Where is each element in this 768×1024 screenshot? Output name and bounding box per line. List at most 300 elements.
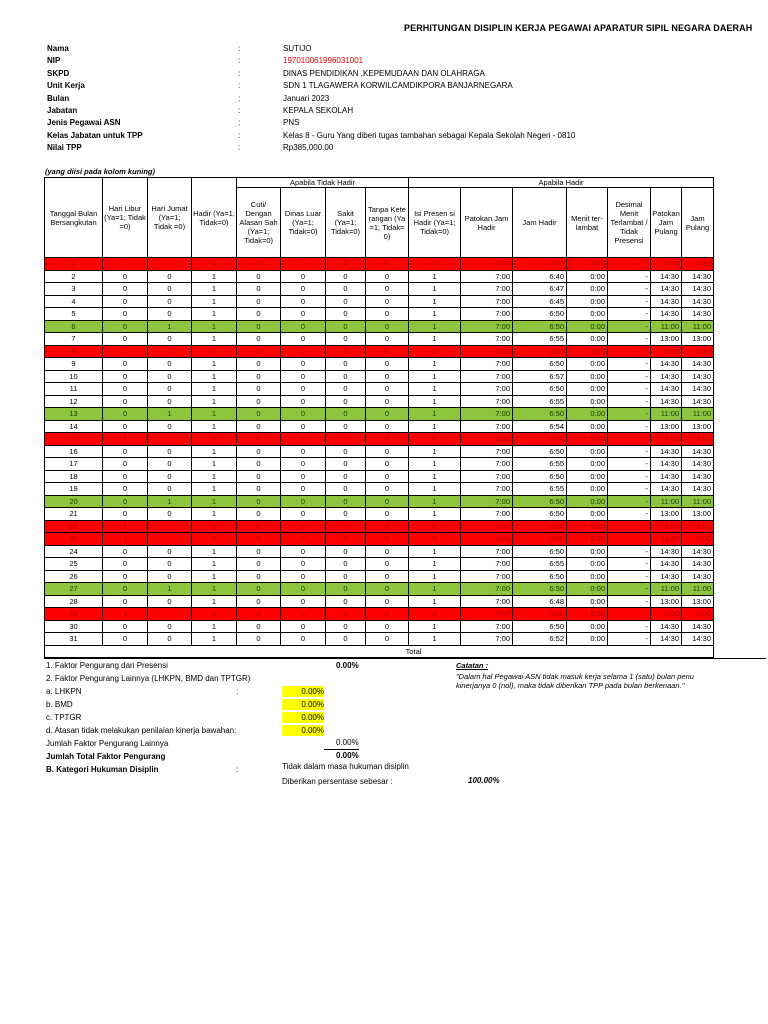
cell-jam-pulang[interactable]: 11:00: [682, 583, 714, 596]
cell-menit-terlambat[interactable]: 0:00: [567, 445, 608, 458]
cell-jam-pulang[interactable]: 0:00: [682, 433, 714, 446]
cell-menit-terlambat[interactable]: 0:00: [567, 383, 608, 396]
cell-hari-libur[interactable]: 0: [103, 408, 148, 421]
cell-tanggal[interactable]: 29: [45, 608, 103, 621]
cell-hari-libur[interactable]: 1: [103, 345, 148, 358]
cell-hari-libur[interactable]: 0: [103, 545, 148, 558]
cell-isi-presensi[interactable]: 1: [409, 295, 461, 308]
cell-jam-pulang[interactable]: 13:00: [682, 508, 714, 521]
cell-tanggal[interactable]: 18: [45, 470, 103, 483]
cell-patokan-jam-pulang[interactable]: 13:00: [651, 333, 682, 346]
cell-dinas-luar[interactable]: 0: [281, 283, 326, 296]
cell-sakit[interactable]: 0: [326, 570, 366, 583]
cell-patokan-jam-pulang[interactable]: 0:00: [651, 520, 682, 533]
cell-desimal-menit[interactable]: -: [608, 445, 651, 458]
cell-tanpa-keterangan[interactable]: 0: [366, 545, 409, 558]
cell-jam-hadir[interactable]: 6:50: [513, 620, 567, 633]
cell-patokan-jam-pulang[interactable]: 14:30: [651, 533, 682, 546]
cell-jam-hadir[interactable]: 6:40: [513, 270, 567, 283]
cell-jam-hadir[interactable]: 6:54: [513, 420, 567, 433]
cell-dinas-luar[interactable]: 0: [281, 258, 326, 271]
cell-hari-jumat[interactable]: 0: [148, 558, 192, 571]
cell-sakit[interactable]: 0: [326, 620, 366, 633]
cell-isi-presensi[interactable]: 1: [409, 283, 461, 296]
cell-menit-terlambat[interactable]: 0:00: [567, 270, 608, 283]
cell-dinas-luar[interactable]: 0: [281, 608, 326, 621]
cell-dinas-luar[interactable]: 0: [281, 558, 326, 571]
cell-desimal-menit[interactable]: -: [608, 620, 651, 633]
cell-tanpa-keterangan[interactable]: 0: [366, 270, 409, 283]
cell-tanggal[interactable]: 3: [45, 283, 103, 296]
cell-tanpa-keterangan[interactable]: 0: [366, 283, 409, 296]
cell-desimal-menit[interactable]: -: [608, 383, 651, 396]
cell-jam-hadir[interactable]: 6:50: [513, 470, 567, 483]
cell-jam-pulang[interactable]: 11:00: [682, 320, 714, 333]
cell-patokan-jam-hadir[interactable]: 7:00: [461, 470, 513, 483]
cell-cuti[interactable]: 0: [237, 320, 281, 333]
cell-sakit[interactable]: 0: [326, 420, 366, 433]
cell-sakit[interactable]: 0: [326, 495, 366, 508]
cell-desimal-menit[interactable]: -: [608, 508, 651, 521]
cell-desimal-menit[interactable]: -: [608, 333, 651, 346]
cell-desimal-menit[interactable]: -: [608, 433, 651, 446]
cell-isi-presensi[interactable]: 1: [409, 583, 461, 596]
cell-desimal-menit[interactable]: -: [608, 358, 651, 371]
cell-jam-pulang[interactable]: 14:30: [682, 458, 714, 471]
cell-sakit[interactable]: 0: [326, 283, 366, 296]
cell-jam-pulang[interactable]: 14:30: [682, 295, 714, 308]
cell-isi-presensi[interactable]: 1: [409, 383, 461, 396]
cell-tanpa-keterangan[interactable]: 0: [366, 333, 409, 346]
cell-jam-pulang[interactable]: 14:30: [682, 308, 714, 321]
cell-menit-terlambat[interactable]: 0:00: [567, 258, 608, 271]
cell-jam-hadir[interactable]: 6:55: [513, 333, 567, 346]
cell-dinas-luar[interactable]: 0: [281, 408, 326, 421]
cell-hadir[interactable]: 1: [192, 333, 237, 346]
cell-sakit[interactable]: 0: [326, 433, 366, 446]
cell-tanggal[interactable]: 7: [45, 333, 103, 346]
cell-sakit[interactable]: 0: [326, 633, 366, 646]
cell-sakit[interactable]: 0: [326, 583, 366, 596]
cell-hadir[interactable]: 1: [192, 408, 237, 421]
cell-patokan-jam-pulang[interactable]: 0:00: [651, 258, 682, 271]
cell-menit-terlambat[interactable]: 0:00: [567, 533, 608, 546]
cell-cuti[interactable]: 0: [237, 595, 281, 608]
cell-hari-jumat[interactable]: [148, 258, 192, 271]
cell-dinas-luar[interactable]: 0: [281, 483, 326, 496]
cell-menit-terlambat[interactable]: 0:00: [567, 458, 608, 471]
cell-tanpa-keterangan[interactable]: 0: [366, 258, 409, 271]
cell-desimal-menit[interactable]: -: [608, 270, 651, 283]
cell-patokan-jam-pulang[interactable]: 14:30: [651, 383, 682, 396]
cell-patokan-jam-hadir[interactable]: 7:00: [461, 495, 513, 508]
cell-jam-pulang[interactable]: 14:30: [682, 370, 714, 383]
cell-patokan-jam-pulang[interactable]: 14:30: [651, 270, 682, 283]
cell-patokan-jam-hadir[interactable]: 7:00: [461, 295, 513, 308]
cell-sakit[interactable]: 0: [326, 558, 366, 571]
cell-tanpa-keterangan[interactable]: 0: [366, 370, 409, 383]
cell-isi-presensi[interactable]: 0: [409, 345, 461, 358]
cell-isi-presensi[interactable]: 1: [409, 545, 461, 558]
cell-menit-terlambat[interactable]: 0:00: [567, 308, 608, 321]
cell-patokan-jam-pulang[interactable]: 13:00: [651, 508, 682, 521]
cell-dinas-luar[interactable]: 0: [281, 533, 326, 546]
cell-patokan-jam-hadir[interactable]: 7:00: [461, 620, 513, 633]
cell-desimal-menit[interactable]: -: [608, 495, 651, 508]
cell-hari-jumat[interactable]: 0: [148, 620, 192, 633]
cell-isi-presensi[interactable]: 1: [409, 620, 461, 633]
cell-tanpa-keterangan[interactable]: 0: [366, 458, 409, 471]
cell-tanggal[interactable]: 13: [45, 408, 103, 421]
cell-dinas-luar[interactable]: 0: [281, 470, 326, 483]
cell-dinas-luar[interactable]: 0: [281, 633, 326, 646]
cell-hari-jumat[interactable]: 0: [148, 420, 192, 433]
cell-tanggal[interactable]: 5: [45, 308, 103, 321]
cell-hadir[interactable]: 1: [192, 633, 237, 646]
cell-jam-hadir[interactable]: 6:50: [513, 495, 567, 508]
cell-patokan-jam-pulang[interactable]: 14:30: [651, 570, 682, 583]
cell-desimal-menit[interactable]: -: [608, 420, 651, 433]
cell-dinas-luar[interactable]: 0: [281, 308, 326, 321]
cell-tanpa-keterangan[interactable]: 0: [366, 583, 409, 596]
cell-isi-presensi[interactable]: 1: [409, 333, 461, 346]
cell-jam-pulang[interactable]: 0:00: [682, 520, 714, 533]
cell-sakit[interactable]: 0: [326, 345, 366, 358]
cell-isi-presensi[interactable]: 1: [409, 633, 461, 646]
cell-hari-jumat[interactable]: 0: [148, 470, 192, 483]
cell-hari-jumat[interactable]: 0: [148, 270, 192, 283]
cell-cuti[interactable]: 0: [237, 370, 281, 383]
cell-jam-hadir[interactable]: 0:00: [513, 433, 567, 446]
cell-menit-terlambat[interactable]: 0:00: [567, 545, 608, 558]
cell-patokan-jam-hadir[interactable]: 7:00: [461, 383, 513, 396]
cell-tanggal[interactable]: 27: [45, 583, 103, 596]
cell-tanggal[interactable]: 28: [45, 595, 103, 608]
cell-menit-terlambat[interactable]: 0:00: [567, 470, 608, 483]
cell-hadir[interactable]: 1: [192, 320, 237, 333]
cell-hadir[interactable]: 1: [192, 470, 237, 483]
cell-tanpa-keterangan[interactable]: 0: [366, 620, 409, 633]
cell-tanggal[interactable]: 14: [45, 420, 103, 433]
cell-patokan-jam-pulang[interactable]: 13:00: [651, 595, 682, 608]
cell-tanggal[interactable]: 4: [45, 295, 103, 308]
tptgr-input[interactable]: 0.00%: [282, 712, 324, 723]
cell-hari-libur[interactable]: 1: [103, 520, 148, 533]
cell-sakit[interactable]: 0: [326, 408, 366, 421]
cell-tanggal[interactable]: 12: [45, 395, 103, 408]
cell-jam-pulang[interactable]: 11:00: [682, 408, 714, 421]
cell-hari-libur[interactable]: 0: [103, 308, 148, 321]
cell-jam-pulang[interactable]: 14:30: [682, 445, 714, 458]
cell-hari-jumat[interactable]: 0: [148, 633, 192, 646]
cell-tanpa-keterangan[interactable]: 0: [366, 633, 409, 646]
cell-desimal-menit[interactable]: -: [608, 295, 651, 308]
cell-patokan-jam-hadir[interactable]: 7:00: [461, 633, 513, 646]
lhkpn-input[interactable]: 0.00%: [282, 686, 324, 697]
cell-patokan-jam-pulang[interactable]: 14:30: [651, 283, 682, 296]
cell-desimal-menit[interactable]: -: [608, 258, 651, 271]
cell-patokan-jam-pulang[interactable]: 14:30: [651, 458, 682, 471]
cell-hari-libur[interactable]: 0: [103, 358, 148, 371]
cell-cuti[interactable]: 0: [237, 608, 281, 621]
cell-hari-jumat[interactable]: 1: [148, 583, 192, 596]
cell-isi-presensi[interactable]: 1: [409, 370, 461, 383]
cell-desimal-menit[interactable]: -: [608, 570, 651, 583]
cell-jam-hadir[interactable]: 6:50: [513, 570, 567, 583]
cell-cuti[interactable]: 0: [237, 633, 281, 646]
cell-patokan-jam-pulang[interactable]: 14:30: [651, 358, 682, 371]
cell-tanggal[interactable]: 24: [45, 545, 103, 558]
cell-sakit[interactable]: 0: [326, 270, 366, 283]
cell-jam-pulang[interactable]: 0:00: [682, 345, 714, 358]
cell-hari-jumat[interactable]: 0: [148, 358, 192, 371]
cell-hari-libur[interactable]: 0: [103, 458, 148, 471]
cell-patokan-jam-pulang[interactable]: 14:30: [651, 295, 682, 308]
cell-hari-libur[interactable]: 0: [103, 270, 148, 283]
cell-menit-terlambat[interactable]: 0:00: [567, 583, 608, 596]
cell-menit-terlambat[interactable]: 0:00: [567, 420, 608, 433]
cell-tanpa-keterangan[interactable]: 0: [366, 395, 409, 408]
cell-desimal-menit[interactable]: -: [608, 583, 651, 596]
cell-patokan-jam-hadir[interactable]: 0:00: [461, 433, 513, 446]
cell-cuti[interactable]: 0: [237, 520, 281, 533]
cell-tanggal[interactable]: 17: [45, 458, 103, 471]
cell-hadir[interactable]: 1: [192, 558, 237, 571]
cell-cuti[interactable]: 0: [237, 570, 281, 583]
cell-cuti[interactable]: 0: [237, 533, 281, 546]
cell-patokan-jam-hadir[interactable]: 7:00: [461, 370, 513, 383]
cell-jam-pulang[interactable]: 0:00: [682, 608, 714, 621]
cell-dinas-luar[interactable]: 0: [281, 270, 326, 283]
cell-menit-terlambat[interactable]: 0:00: [567, 608, 608, 621]
cell-patokan-jam-pulang[interactable]: 0:00: [651, 345, 682, 358]
cell-desimal-menit[interactable]: -: [608, 370, 651, 383]
cell-desimal-menit[interactable]: -: [608, 533, 651, 546]
cell-isi-presensi[interactable]: 1: [409, 570, 461, 583]
cell-patokan-jam-hadir[interactable]: 7:00: [461, 445, 513, 458]
cell-hari-libur[interactable]: 1: [103, 258, 148, 271]
cell-sakit[interactable]: 0: [326, 395, 366, 408]
cell-hari-libur[interactable]: 0: [103, 595, 148, 608]
cell-jam-pulang[interactable]: 14:30: [682, 620, 714, 633]
cell-cuti[interactable]: 0: [237, 308, 281, 321]
cell-patokan-jam-pulang[interactable]: 11:00: [651, 495, 682, 508]
cell-hari-jumat[interactable]: 1: [148, 495, 192, 508]
cell-isi-presensi[interactable]: 1: [409, 408, 461, 421]
cell-hadir[interactable]: 1: [192, 395, 237, 408]
cell-patokan-jam-pulang[interactable]: 14:30: [651, 395, 682, 408]
cell-jam-hadir[interactable]: 6:45: [513, 295, 567, 308]
cell-cuti[interactable]: 0: [237, 508, 281, 521]
cell-patokan-jam-hadir[interactable]: 7:00: [461, 333, 513, 346]
cell-tanpa-keterangan[interactable]: 0: [366, 558, 409, 571]
cell-tanggal[interactable]: 22: [45, 520, 103, 533]
cell-sakit[interactable]: 0: [326, 295, 366, 308]
cell-hadir[interactable]: 1: [192, 358, 237, 371]
cell-menit-terlambat[interactable]: 0:00: [567, 370, 608, 383]
cell-hari-jumat[interactable]: [148, 433, 192, 446]
cell-jam-pulang[interactable]: 14:30: [682, 558, 714, 571]
cell-menit-terlambat[interactable]: 0:00: [567, 633, 608, 646]
cell-dinas-luar[interactable]: 0: [281, 583, 326, 596]
cell-desimal-menit[interactable]: -: [608, 608, 651, 621]
cell-sakit[interactable]: 0: [326, 520, 366, 533]
cell-menit-terlambat[interactable]: 0:00: [567, 483, 608, 496]
cell-hari-jumat[interactable]: 0: [148, 595, 192, 608]
cell-cuti[interactable]: 0: [237, 270, 281, 283]
cell-hari-libur[interactable]: 0: [103, 383, 148, 396]
cell-hari-jumat[interactable]: [148, 533, 192, 546]
cell-dinas-luar[interactable]: 0: [281, 570, 326, 583]
cell-jam-pulang[interactable]: 14:30: [682, 383, 714, 396]
cell-desimal-menit[interactable]: -: [608, 308, 651, 321]
cell-hari-jumat[interactable]: 0: [148, 395, 192, 408]
cell-tanggal[interactable]: 15: [45, 433, 103, 446]
cell-patokan-jam-hadir[interactable]: 7:00: [461, 483, 513, 496]
cell-patokan-jam-hadir[interactable]: 7:00: [461, 595, 513, 608]
cell-menit-terlambat[interactable]: 0:00: [567, 395, 608, 408]
cell-dinas-luar[interactable]: 0: [281, 458, 326, 471]
cell-tanpa-keterangan[interactable]: 0: [366, 383, 409, 396]
cell-isi-presensi[interactable]: 1: [409, 458, 461, 471]
cell-jam-hadir[interactable]: 0:00: [513, 608, 567, 621]
cell-hari-libur[interactable]: 1: [103, 533, 148, 546]
cell-jam-pulang[interactable]: 14:30: [682, 395, 714, 408]
cell-tanggal[interactable]: 31: [45, 633, 103, 646]
cell-hadir[interactable]: 1: [192, 383, 237, 396]
cell-tanggal[interactable]: 2: [45, 270, 103, 283]
cell-jam-hadir[interactable]: 6:52: [513, 633, 567, 646]
cell-jam-hadir[interactable]: 6:47: [513, 283, 567, 296]
cell-desimal-menit[interactable]: -: [608, 520, 651, 533]
cell-isi-presensi[interactable]: 1: [409, 270, 461, 283]
cell-menit-terlambat[interactable]: 0:00: [567, 433, 608, 446]
cell-jam-pulang[interactable]: 13:00: [682, 420, 714, 433]
cell-jam-hadir[interactable]: 6:50: [513, 358, 567, 371]
cell-cuti[interactable]: 0: [237, 470, 281, 483]
cell-jam-hadir[interactable]: 6:50: [513, 508, 567, 521]
cell-cuti[interactable]: 0: [237, 458, 281, 471]
cell-hadir[interactable]: 0: [192, 345, 237, 358]
cell-cuti[interactable]: 0: [237, 620, 281, 633]
cell-patokan-jam-hadir[interactable]: 7:00: [461, 458, 513, 471]
cell-tanggal[interactable]: 30: [45, 620, 103, 633]
cell-isi-presensi[interactable]: 1: [409, 445, 461, 458]
cell-isi-presensi[interactable]: 0: [409, 608, 461, 621]
cell-menit-terlambat[interactable]: 0:00: [567, 358, 608, 371]
cell-hadir[interactable]: 0: [192, 433, 237, 446]
cell-patokan-jam-pulang[interactable]: 13:00: [651, 420, 682, 433]
cell-dinas-luar[interactable]: 0: [281, 295, 326, 308]
cell-cuti[interactable]: 0: [237, 433, 281, 446]
cell-sakit[interactable]: 0: [326, 320, 366, 333]
cell-jam-pulang[interactable]: 14:30: [682, 283, 714, 296]
cell-hari-jumat[interactable]: 0: [148, 508, 192, 521]
cell-isi-presensi[interactable]: 1: [409, 495, 461, 508]
cell-tanpa-keterangan[interactable]: 0: [366, 420, 409, 433]
cell-jam-pulang[interactable]: 14:30: [682, 633, 714, 646]
cell-menit-terlambat[interactable]: 0:00: [567, 345, 608, 358]
cell-sakit[interactable]: 0: [326, 483, 366, 496]
cell-patokan-jam-hadir[interactable]: 7:00: [461, 583, 513, 596]
cell-tanpa-keterangan[interactable]: 0: [366, 570, 409, 583]
cell-hari-libur[interactable]: 0: [103, 620, 148, 633]
cell-isi-presensi[interactable]: 0: [409, 258, 461, 271]
cell-hari-jumat[interactable]: 0: [148, 545, 192, 558]
cell-isi-presensi[interactable]: 1: [409, 483, 461, 496]
cell-hadir[interactable]: 1: [192, 270, 237, 283]
cell-isi-presensi[interactable]: 0: [409, 533, 461, 546]
cell-hari-jumat[interactable]: 0: [148, 295, 192, 308]
cell-sakit[interactable]: 0: [326, 308, 366, 321]
cell-hari-libur[interactable]: 0: [103, 320, 148, 333]
cell-cuti[interactable]: 0: [237, 295, 281, 308]
cell-tanggal[interactable]: 6: [45, 320, 103, 333]
cell-sakit[interactable]: 0: [326, 508, 366, 521]
cell-hari-libur[interactable]: 1: [103, 433, 148, 446]
cell-menit-terlambat[interactable]: 0:00: [567, 333, 608, 346]
cell-hadir[interactable]: 1: [192, 620, 237, 633]
cell-hari-libur[interactable]: 0: [103, 333, 148, 346]
cell-hari-libur[interactable]: 0: [103, 420, 148, 433]
cell-patokan-jam-hadir[interactable]: 7:00: [461, 320, 513, 333]
cell-patokan-jam-hadir[interactable]: 7:00: [461, 308, 513, 321]
cell-patokan-jam-hadir[interactable]: 0:00: [461, 533, 513, 546]
cell-jam-hadir[interactable]: 6:50: [513, 545, 567, 558]
cell-hari-jumat[interactable]: 0: [148, 483, 192, 496]
cell-isi-presensi[interactable]: 1: [409, 308, 461, 321]
cell-dinas-luar[interactable]: 0: [281, 370, 326, 383]
cell-dinas-luar[interactable]: 0: [281, 333, 326, 346]
cell-isi-presensi[interactable]: 1: [409, 395, 461, 408]
cell-hadir[interactable]: 1: [192, 495, 237, 508]
cell-tanpa-keterangan[interactable]: 0: [366, 445, 409, 458]
cell-hadir[interactable]: 1: [192, 483, 237, 496]
cell-desimal-menit[interactable]: -: [608, 283, 651, 296]
cell-sakit[interactable]: 0: [326, 458, 366, 471]
cell-tanggal[interactable]: 19: [45, 483, 103, 496]
cell-sakit[interactable]: 0: [326, 545, 366, 558]
cell-hadir[interactable]: 1: [192, 295, 237, 308]
cell-jam-hadir[interactable]: 0:00: [513, 345, 567, 358]
cell-tanpa-keterangan[interactable]: 0: [366, 520, 409, 533]
cell-hadir[interactable]: 1: [192, 370, 237, 383]
cell-menit-terlambat[interactable]: 0:00: [567, 495, 608, 508]
cell-cuti[interactable]: 0: [237, 408, 281, 421]
cell-dinas-luar[interactable]: 0: [281, 545, 326, 558]
cell-hadir[interactable]: 0: [192, 608, 237, 621]
cell-patokan-jam-hadir[interactable]: 0:00: [461, 608, 513, 621]
cell-dinas-luar[interactable]: 0: [281, 433, 326, 446]
cell-isi-presensi[interactable]: 1: [409, 595, 461, 608]
cell-patokan-jam-pulang[interactable]: 14:30: [651, 558, 682, 571]
cell-menit-terlambat[interactable]: 0:00: [567, 295, 608, 308]
cell-hari-jumat[interactable]: 0: [148, 570, 192, 583]
cell-dinas-luar[interactable]: 0: [281, 320, 326, 333]
cell-hadir[interactable]: 0: [192, 533, 237, 546]
cell-desimal-menit[interactable]: -: [608, 558, 651, 571]
cell-hari-libur[interactable]: 0: [103, 470, 148, 483]
cell-menit-terlambat[interactable]: 0:00: [567, 520, 608, 533]
cell-hadir[interactable]: 0: [192, 258, 237, 271]
cell-jam-pulang[interactable]: 13:00: [682, 333, 714, 346]
cell-patokan-jam-pulang[interactable]: 14:30: [651, 470, 682, 483]
cell-patokan-jam-pulang[interactable]: 14:30: [651, 483, 682, 496]
cell-hari-jumat[interactable]: 0: [148, 308, 192, 321]
cell-patokan-jam-hadir[interactable]: 0:00: [461, 258, 513, 271]
cell-isi-presensi[interactable]: 0: [409, 520, 461, 533]
cell-menit-terlambat[interactable]: 0:00: [567, 283, 608, 296]
